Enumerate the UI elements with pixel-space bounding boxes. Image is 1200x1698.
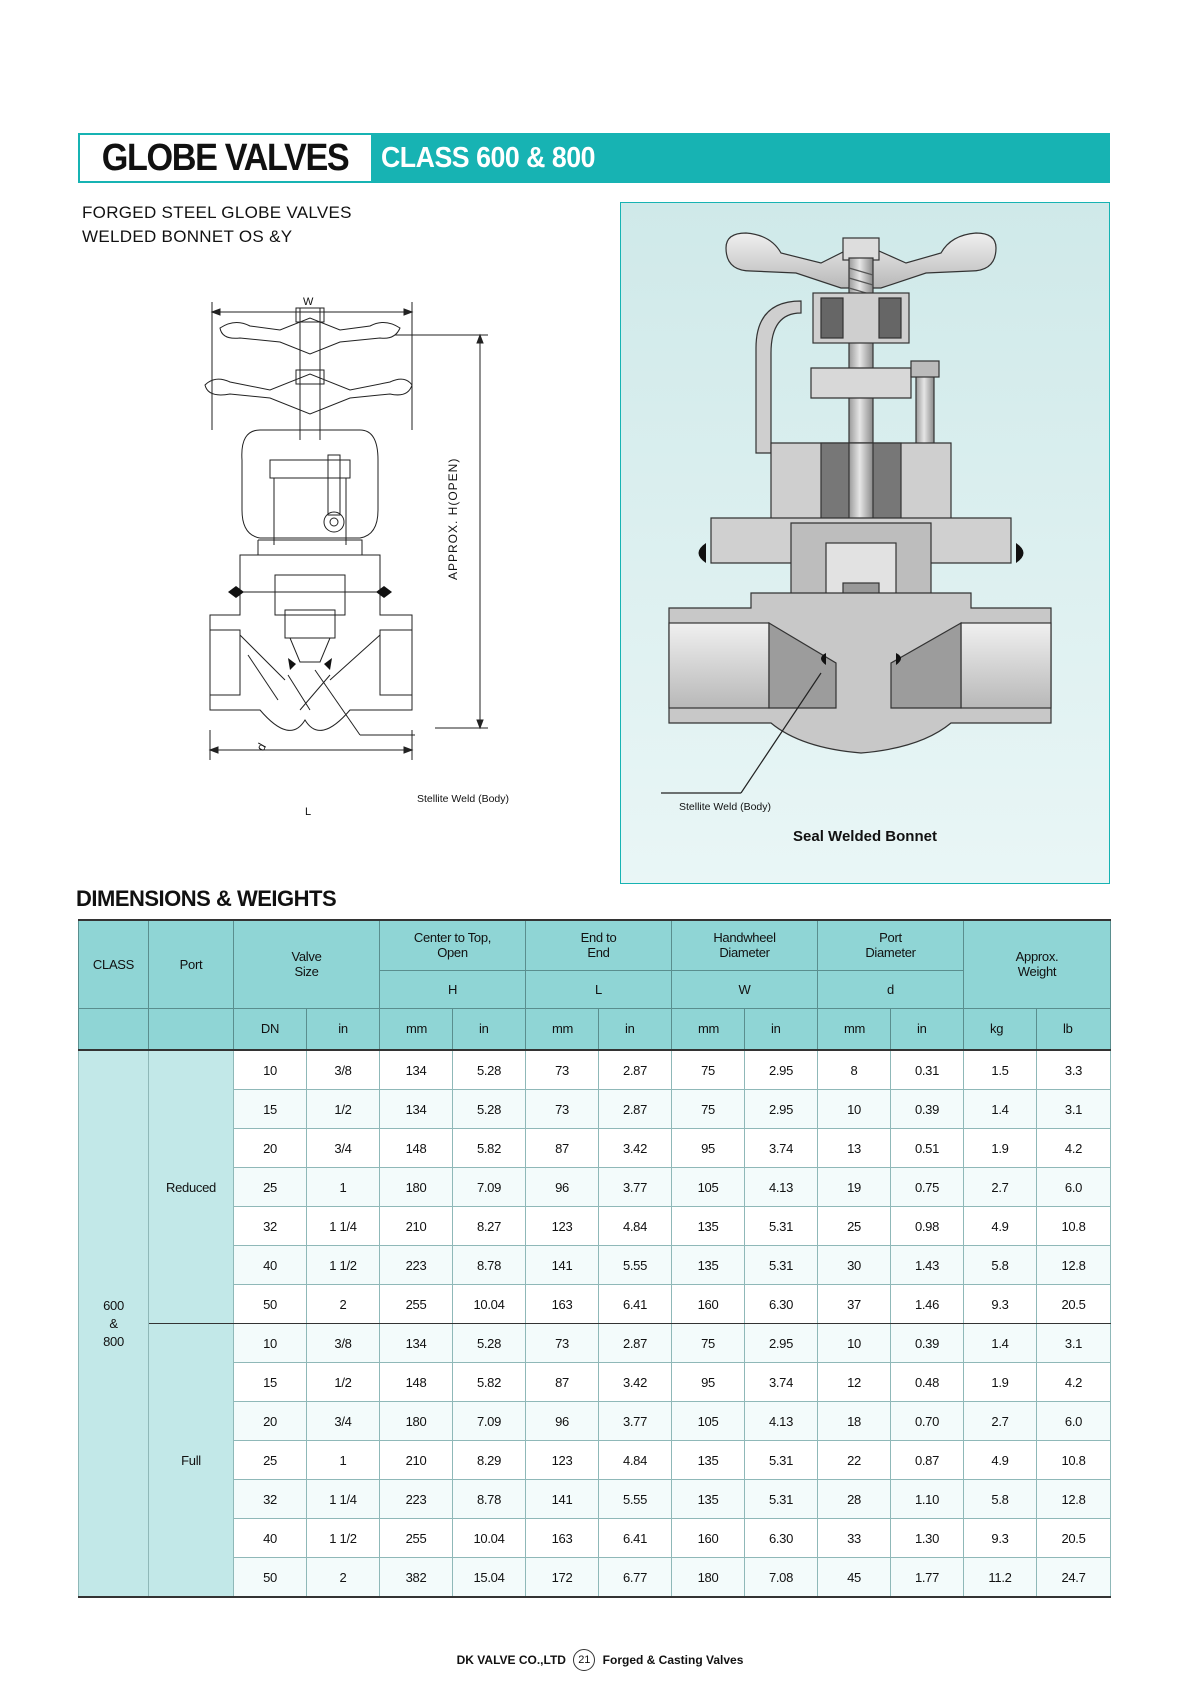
table-cell: 134 [380, 1324, 453, 1363]
table-cell: 1.77 [891, 1558, 964, 1598]
table-cell: 10.04 [453, 1285, 526, 1324]
table-cell: 3/4 [307, 1129, 380, 1168]
table-row [79, 1558, 1111, 1598]
table-cell: 148 [380, 1363, 453, 1402]
table-cell: 6.77 [599, 1558, 672, 1598]
table-cell: 75 [672, 1090, 745, 1129]
class-cell-line: & [109, 1315, 118, 1331]
table-cell: 5.82 [453, 1363, 526, 1402]
table-cell: 141 [526, 1480, 599, 1519]
table-row [79, 1285, 1111, 1324]
table-cell: 24.7 [1037, 1558, 1111, 1598]
table-cell: 8.78 [453, 1480, 526, 1519]
table-cell: 180 [380, 1402, 453, 1441]
table-cell: 5.28 [453, 1090, 526, 1129]
table-row [79, 1402, 1111, 1441]
col-header-valve-size: Valve Size [234, 920, 380, 1008]
table-cell: 50 [234, 1558, 307, 1598]
table-cell: 180 [380, 1168, 453, 1207]
table-cell: 22 [818, 1441, 891, 1480]
col-header-center-to-top: Center to Top, Open [380, 920, 526, 970]
table-cell: 1.9 [964, 1363, 1037, 1402]
table-cell: 20.5 [1037, 1519, 1111, 1558]
table-cell: 15 [234, 1090, 307, 1129]
table-cell: 2.95 [745, 1090, 818, 1129]
table-cell: 2.95 [745, 1050, 818, 1090]
table-cell: 75 [672, 1050, 745, 1090]
unit-header-cell: in [599, 1008, 672, 1050]
table-cell: 87 [526, 1129, 599, 1168]
table-cell: 0.87 [891, 1441, 964, 1480]
table-cell: 73 [526, 1090, 599, 1129]
table-cell: 4.9 [964, 1207, 1037, 1246]
table-cell: 172 [526, 1558, 599, 1598]
table-cell: 6.0 [1037, 1168, 1111, 1207]
table-cell: 6.41 [599, 1519, 672, 1558]
table-cell: 25 [234, 1441, 307, 1480]
dimension-label-l: L [305, 806, 312, 818]
table-cell: 15 [234, 1363, 307, 1402]
table-cell: 20 [234, 1129, 307, 1168]
col-symbol-l: L [526, 970, 672, 1008]
table-cell: 3.74 [745, 1363, 818, 1402]
table-cell: 1.30 [891, 1519, 964, 1558]
unit-header-cell: in [745, 1008, 818, 1050]
table-cell: 12.8 [1037, 1246, 1111, 1285]
product-description [82, 201, 352, 249]
table-cell: 123 [526, 1207, 599, 1246]
table-cell: 5.55 [599, 1480, 672, 1519]
stellite-weld-label-left: Stellite Weld (Body) [417, 793, 510, 805]
description-line-1: FORGED STEEL GLOBE VALVES [82, 203, 352, 222]
col-header-end-to-end: End to End [526, 920, 672, 970]
col-header-port: Port [149, 920, 234, 1008]
cutaway-svg [621, 203, 1109, 803]
table-cell: 7.09 [453, 1168, 526, 1207]
table-cell: 5.31 [745, 1207, 818, 1246]
unit-header-cell: in [453, 1008, 526, 1050]
table-cell: 28 [818, 1480, 891, 1519]
table-cell: 75 [672, 1324, 745, 1363]
class-cell-line: 600 [103, 1297, 124, 1313]
table-cell: 0.70 [891, 1402, 964, 1441]
unit-blank-port [149, 1008, 234, 1050]
table-cell: 0.98 [891, 1207, 964, 1246]
table-cell: 3.42 [599, 1129, 672, 1168]
table-cell: 7.09 [453, 1402, 526, 1441]
table-cell: 25 [818, 1207, 891, 1246]
page-footer [0, 1649, 1200, 1671]
table-cell: 135 [672, 1246, 745, 1285]
table-cell: 5.8 [964, 1246, 1037, 1285]
table-row [79, 1519, 1111, 1558]
table-cell: 95 [672, 1363, 745, 1402]
table-cell: 160 [672, 1285, 745, 1324]
table-cell: 3/8 [307, 1324, 380, 1363]
table-cell: 1 [307, 1168, 380, 1207]
table-row [79, 1441, 1111, 1480]
table-cell: 0.48 [891, 1363, 964, 1402]
table-cell: 1 1/2 [307, 1519, 380, 1558]
table-cell: 3.3 [1037, 1050, 1111, 1090]
valve-outline-svg [200, 290, 530, 830]
table-cell: 73 [526, 1324, 599, 1363]
table-cell: 10.04 [453, 1519, 526, 1558]
table-cell: 4.2 [1037, 1129, 1111, 1168]
table-cell: 4.84 [599, 1441, 672, 1480]
table-cell: 148 [380, 1129, 453, 1168]
table-cell: 2.87 [599, 1090, 672, 1129]
table-cell: 5.31 [745, 1441, 818, 1480]
table-cell: 223 [380, 1480, 453, 1519]
col-header-port-diameter: Port Diameter [818, 920, 964, 970]
table-cell: 8.27 [453, 1207, 526, 1246]
table-row [79, 1363, 1111, 1402]
table-cell: 163 [526, 1519, 599, 1558]
unit-header-cell: DN [234, 1008, 307, 1050]
table-cell: 1/2 [307, 1363, 380, 1402]
table-cell: 9.3 [964, 1519, 1037, 1558]
table-row [79, 1207, 1111, 1246]
table-cell: 2.7 [964, 1402, 1037, 1441]
table-cell: 6.0 [1037, 1402, 1111, 1441]
table-cell: 382 [380, 1558, 453, 1598]
table-cell: 32 [234, 1480, 307, 1519]
description-line-2: WELDED BONNET OS &Y [82, 227, 293, 246]
table-cell: 5.31 [745, 1246, 818, 1285]
table-cell: 96 [526, 1402, 599, 1441]
table-cell: 6.30 [745, 1519, 818, 1558]
table-cell: 210 [380, 1207, 453, 1246]
table-cell: 5.28 [453, 1050, 526, 1090]
page-subtitle: CLASS 600 & 800 [381, 142, 596, 174]
unit-header-cell: in [307, 1008, 380, 1050]
title-banner [78, 133, 1110, 183]
dimension-label-d: d [253, 740, 270, 754]
col-header-class: CLASS [79, 920, 149, 1008]
table-row [79, 1129, 1111, 1168]
page-title: GLOBE VALVES [102, 136, 349, 179]
table-cell: 1 1/2 [307, 1246, 380, 1285]
table-cell: 135 [672, 1207, 745, 1246]
table-cell: 1 1/4 [307, 1480, 380, 1519]
table-cell: 40 [234, 1246, 307, 1285]
valve-cutaway-illustration [620, 202, 1110, 884]
table-cell: 163 [526, 1285, 599, 1324]
table-cell: 3.1 [1037, 1324, 1111, 1363]
table-cell: 8.29 [453, 1441, 526, 1480]
table-cell: 2.87 [599, 1050, 672, 1090]
unit-blank-class [79, 1008, 149, 1050]
table-cell: 4.84 [599, 1207, 672, 1246]
table-cell: 1.9 [964, 1129, 1037, 1168]
table-cell: 105 [672, 1168, 745, 1207]
table-cell: 10 [234, 1050, 307, 1090]
table-cell: 50 [234, 1285, 307, 1324]
dimensions-table [78, 919, 1111, 1598]
page-number: 21 [573, 1649, 595, 1671]
port-cell: Reduced [149, 1050, 234, 1324]
class-cell [79, 1050, 149, 1597]
table-cell: 135 [672, 1480, 745, 1519]
table-cell: 2.7 [964, 1168, 1037, 1207]
table-cell: 32 [234, 1207, 307, 1246]
table-cell: 141 [526, 1246, 599, 1285]
valve-line-drawing [200, 290, 530, 830]
table-cell: 2.87 [599, 1324, 672, 1363]
table-cell: 8 [818, 1050, 891, 1090]
table-cell: 1.5 [964, 1050, 1037, 1090]
unit-header-cell: mm [526, 1008, 599, 1050]
table-cell: 255 [380, 1519, 453, 1558]
table-cell: 45 [818, 1558, 891, 1598]
unit-header-cell: in [891, 1008, 964, 1050]
table-cell: 12 [818, 1363, 891, 1402]
unit-header-cell: mm [380, 1008, 453, 1050]
table-cell: 2.95 [745, 1324, 818, 1363]
table-row [79, 1480, 1111, 1519]
table-cell: 0.51 [891, 1129, 964, 1168]
table-cell: 1 [307, 1441, 380, 1480]
table-cell: 0.39 [891, 1324, 964, 1363]
table-cell: 7.08 [745, 1558, 818, 1598]
table-cell: 19 [818, 1168, 891, 1207]
table-cell: 4.9 [964, 1441, 1037, 1480]
table-cell: 33 [818, 1519, 891, 1558]
table-row [79, 1090, 1111, 1129]
table-cell: 134 [380, 1050, 453, 1090]
table-cell: 10 [818, 1324, 891, 1363]
table-cell: 6.30 [745, 1285, 818, 1324]
table-cell: 0.31 [891, 1050, 964, 1090]
table-cell: 3/4 [307, 1402, 380, 1441]
table-cell: 10.8 [1037, 1441, 1111, 1480]
table-cell: 1.43 [891, 1246, 964, 1285]
table-cell: 20.5 [1037, 1285, 1111, 1324]
table-cell: 3.77 [599, 1168, 672, 1207]
table-cell: 5.31 [745, 1480, 818, 1519]
table-cell: 30 [818, 1246, 891, 1285]
table-cell: 0.75 [891, 1168, 964, 1207]
dimension-label-w: W [303, 296, 314, 308]
table-cell: 5.8 [964, 1480, 1037, 1519]
unit-header-cell: mm [672, 1008, 745, 1050]
table-cell: 18 [818, 1402, 891, 1441]
table-cell: 2 [307, 1285, 380, 1324]
table-cell: 25 [234, 1168, 307, 1207]
table-cell: 160 [672, 1519, 745, 1558]
table-cell: 123 [526, 1441, 599, 1480]
table-cell: 95 [672, 1129, 745, 1168]
table-cell: 40 [234, 1519, 307, 1558]
table-cell: 3/8 [307, 1050, 380, 1090]
table-cell: 13 [818, 1129, 891, 1168]
table-cell: 4.13 [745, 1168, 818, 1207]
title-box [80, 135, 371, 181]
col-symbol-d: d [818, 970, 964, 1008]
table-row [79, 1050, 1111, 1090]
table-cell: 3.74 [745, 1129, 818, 1168]
table-cell: 1.10 [891, 1480, 964, 1519]
table-cell: 73 [526, 1050, 599, 1090]
table-cell: 105 [672, 1402, 745, 1441]
table-cell: 180 [672, 1558, 745, 1598]
section-title: DIMENSIONS & WEIGHTS [76, 886, 337, 911]
table-cell: 2 [307, 1558, 380, 1598]
table-cell: 6.41 [599, 1285, 672, 1324]
table-cell: 5.82 [453, 1129, 526, 1168]
footer-text: Forged & Casting Valves [602, 1653, 744, 1667]
table-row [79, 1246, 1111, 1285]
table-cell: 135 [672, 1441, 745, 1480]
unit-header-cell: lb [1037, 1008, 1111, 1050]
stellite-weld-label-right: Stellite Weld (Body) [679, 801, 772, 813]
table-cell: 1 1/4 [307, 1207, 380, 1246]
table-cell: 10 [818, 1090, 891, 1129]
table-cell: 255 [380, 1285, 453, 1324]
table-cell: 1/2 [307, 1090, 380, 1129]
table-row [79, 1168, 1111, 1207]
col-header-handwheel: Handwheel Diameter [672, 920, 818, 970]
table-cell: 4.2 [1037, 1363, 1111, 1402]
table-cell: 10 [234, 1324, 307, 1363]
port-cell: Full [149, 1324, 234, 1598]
table-cell: 5.55 [599, 1246, 672, 1285]
table-cell: 20 [234, 1402, 307, 1441]
table-cell: 8.78 [453, 1246, 526, 1285]
table-cell: 87 [526, 1363, 599, 1402]
table-cell: 96 [526, 1168, 599, 1207]
table-cell: 12.8 [1037, 1480, 1111, 1519]
table-cell: 9.3 [964, 1285, 1037, 1324]
table-cell: 10.8 [1037, 1207, 1111, 1246]
col-symbol-w: W [672, 970, 818, 1008]
col-symbol-h: H [380, 970, 526, 1008]
table-cell: 5.28 [453, 1324, 526, 1363]
table-cell: 37 [818, 1285, 891, 1324]
table-cell: 3.42 [599, 1363, 672, 1402]
table-cell: 11.2 [964, 1558, 1037, 1598]
table-row [79, 1324, 1111, 1363]
unit-header-cell: mm [818, 1008, 891, 1050]
table-cell: 0.39 [891, 1090, 964, 1129]
table-cell: 1.46 [891, 1285, 964, 1324]
table-cell: 3.77 [599, 1402, 672, 1441]
table-cell: 15.04 [453, 1558, 526, 1598]
col-header-weight: Approx. Weight [964, 920, 1111, 1008]
footer-company: DK VALVE CO.,LTD [456, 1653, 566, 1667]
table-cell: 1.4 [964, 1090, 1037, 1129]
table-cell: 210 [380, 1441, 453, 1480]
table-cell: 134 [380, 1090, 453, 1129]
dimension-label-h: APPROX. H(OPEN) [446, 457, 460, 580]
unit-header-cell: kg [964, 1008, 1037, 1050]
table-cell: 3.1 [1037, 1090, 1111, 1129]
table-cell: 1.4 [964, 1324, 1037, 1363]
class-cell-line: 800 [103, 1333, 124, 1349]
table-cell: 4.13 [745, 1402, 818, 1441]
table-cell: 223 [380, 1246, 453, 1285]
illustration-caption: Seal Welded Bonnet [793, 828, 937, 845]
